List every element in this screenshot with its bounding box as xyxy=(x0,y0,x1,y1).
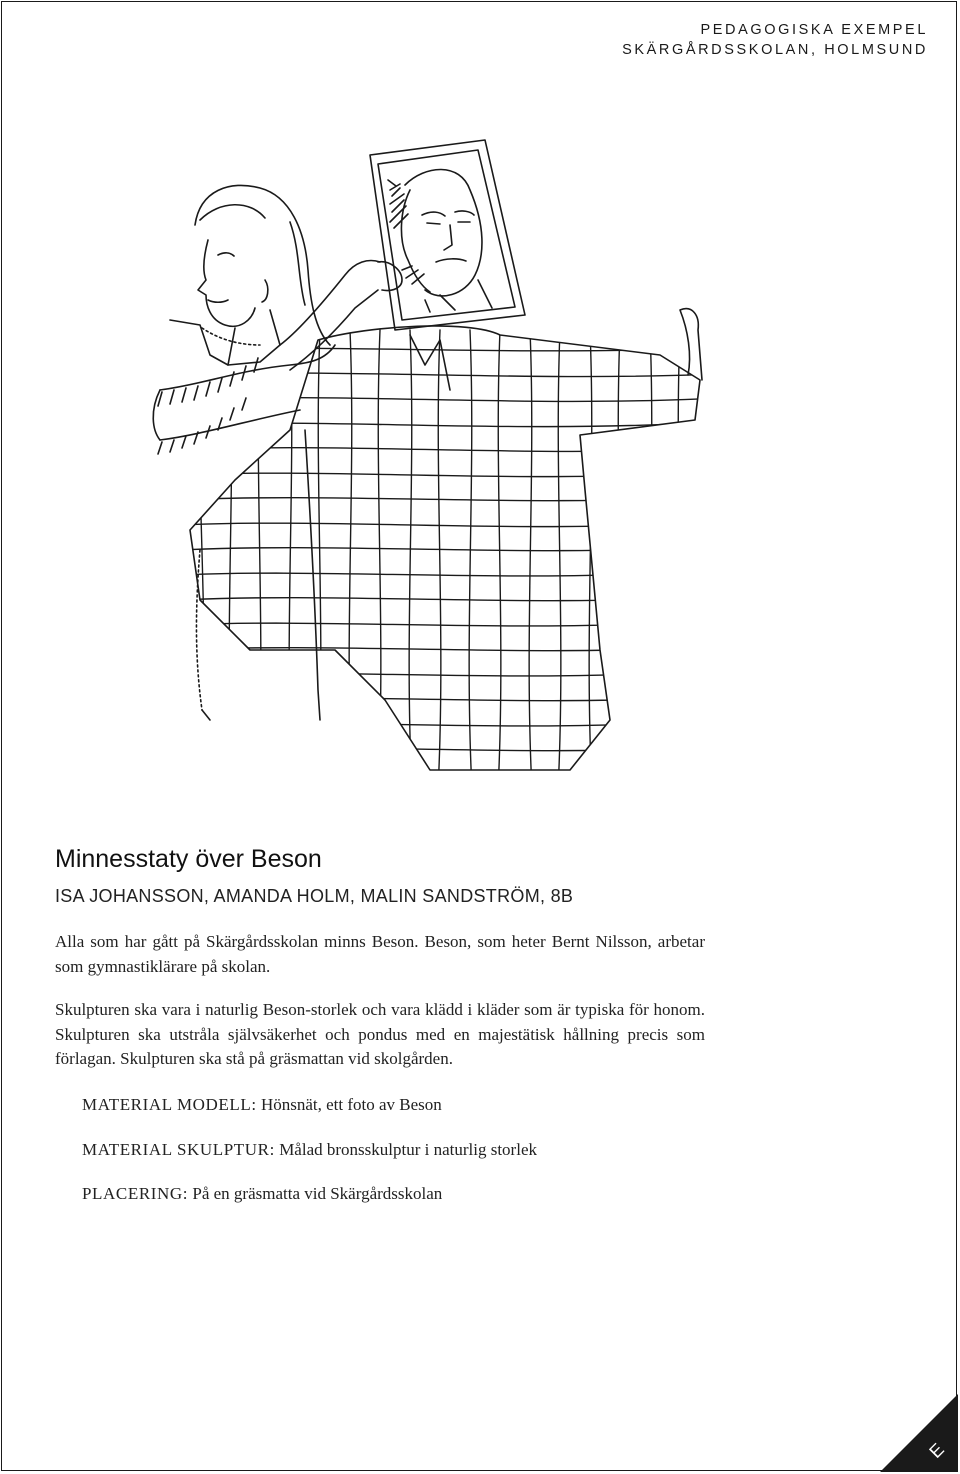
chicken-wire-body xyxy=(180,309,720,790)
material-sculpture-value: Målad bronsskulptur i naturlig storlek xyxy=(274,1140,537,1159)
corner-letter: E xyxy=(925,1439,948,1462)
sculpture-sketch-illustration xyxy=(140,130,760,820)
material-model-label: MATERIAL MODELL: xyxy=(82,1095,257,1114)
article-title: Minnesstaty över Beson xyxy=(55,845,322,873)
article-authors: ISA JOHANSSON, AMANDA HOLM, MALIN SANDSTRÖM, 8B xyxy=(55,886,574,906)
running-header xyxy=(622,20,928,60)
woman-figure xyxy=(153,185,402,720)
body-paragraph-intro: Alla som har gått på Skärgårdsskolan minns Beson. Beson, som heter Bernt Nilsson, arbetar som gymnastiklärare på skolan. xyxy=(55,932,705,976)
portrait-photo xyxy=(370,140,525,330)
placement-label: PLACERING: xyxy=(82,1184,189,1203)
body-paragraph-description: Skulpturen ska vara i naturlig Beson-storlek och vara klädd i kläder som är typiska för honom. Skulpturen ska utstråla självsäkerhet och pondus med en majestätisk hållning precis som förlagan. Skulpturen ska stå på gräsmattan vid skolgården. xyxy=(55,1000,705,1068)
material-sculpture-line xyxy=(82,1140,782,1160)
placement-line xyxy=(82,1184,782,1204)
header-school: SKÄRGÅRDSSKOLAN, HOLMSUND xyxy=(622,42,928,58)
material-model-value: Hönsnät, ett foto av Beson xyxy=(256,1095,442,1114)
header-series: PEDAGOGISKA EXEMPEL xyxy=(700,22,928,38)
article-body xyxy=(55,930,705,1091)
material-sculpture-label: MATERIAL SKULPTUR: xyxy=(82,1140,275,1159)
material-model-line xyxy=(82,1095,782,1115)
placement-value: På en gräsmatta vid Skärgårdsskolan xyxy=(188,1184,443,1203)
corner-tab xyxy=(880,1394,958,1472)
